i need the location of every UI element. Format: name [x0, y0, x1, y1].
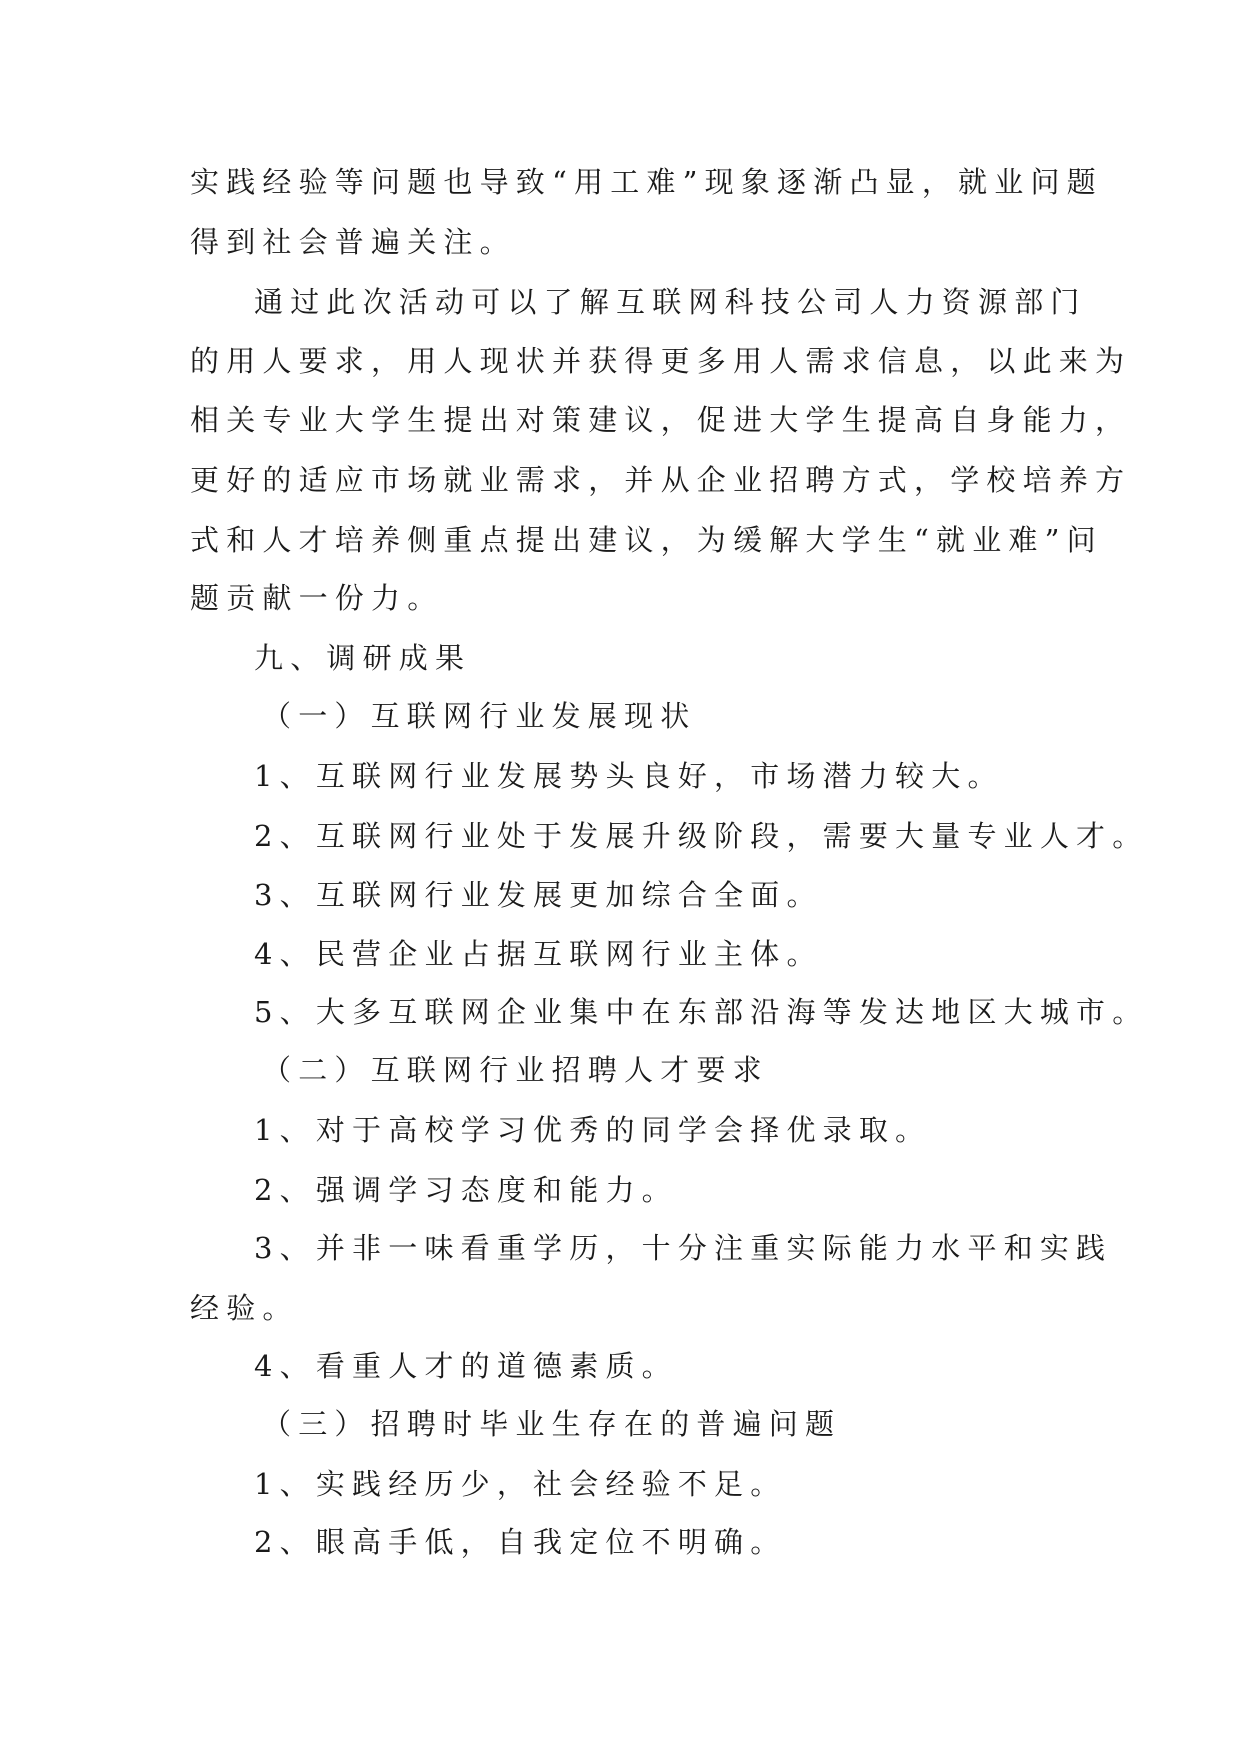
body-line: 题贡献一份力。 [190, 581, 444, 615]
list-item: 2、眼高手低，自我定位不明确。 [254, 1525, 787, 1559]
list-item: 3、并非一味看重学历，十分注重实际能力水平和实践 [254, 1231, 1113, 1265]
body-line: 式和人才培养侧重点提出建议，为缓解大学生“就业难”问 [190, 523, 1103, 557]
section-heading: 九、调研成果 [254, 641, 472, 675]
subsection-heading: （三）招聘时毕业生存在的普遍问题 [262, 1407, 842, 1441]
subsection-heading: （一）互联网行业发展现状 [262, 699, 697, 733]
list-item: 1、互联网行业发展势头良好，市场潜力较大。 [254, 759, 1004, 793]
body-line: 得到社会普遍关注。 [190, 225, 516, 259]
subsection-heading: （二）互联网行业招聘人才要求 [262, 1053, 769, 1087]
list-item: 5、大多互联网企业集中在东部沿海等发达地区大城市。 [254, 995, 1149, 1029]
body-line: 相关专业大学生提出对策建议，促进大学生提高自身能力， [190, 403, 1132, 437]
list-item: 3、互联网行业发展更加综合全面。 [254, 878, 823, 912]
list-item: 1、实践经历少，社会经验不足。 [254, 1467, 787, 1501]
body-line: 经验。 [190, 1291, 299, 1325]
list-item: 4、民营企业占据互联网行业主体。 [254, 937, 823, 971]
list-item: 2、互联网行业处于发展升级阶段，需要大量专业人才。 [254, 819, 1149, 853]
body-line: 更好的适应市场就业需求，并从企业招聘方式，学校培养方 [190, 463, 1132, 497]
body-line: 的用人要求，用人现状并获得更多用人需求信息，以此来为 [190, 344, 1132, 378]
body-line: 实践经验等问题也导致“用工难”现象逐渐凸显，就业问题 [190, 165, 1103, 199]
list-item: 1、对于高校学习优秀的同学会择优录取。 [254, 1113, 932, 1147]
list-item: 4、看重人才的道德素质。 [254, 1349, 678, 1383]
body-line: 通过此次活动可以了解互联网科技公司人力资源部门 [254, 285, 1087, 319]
list-item: 2、强调学习态度和能力。 [254, 1173, 678, 1207]
